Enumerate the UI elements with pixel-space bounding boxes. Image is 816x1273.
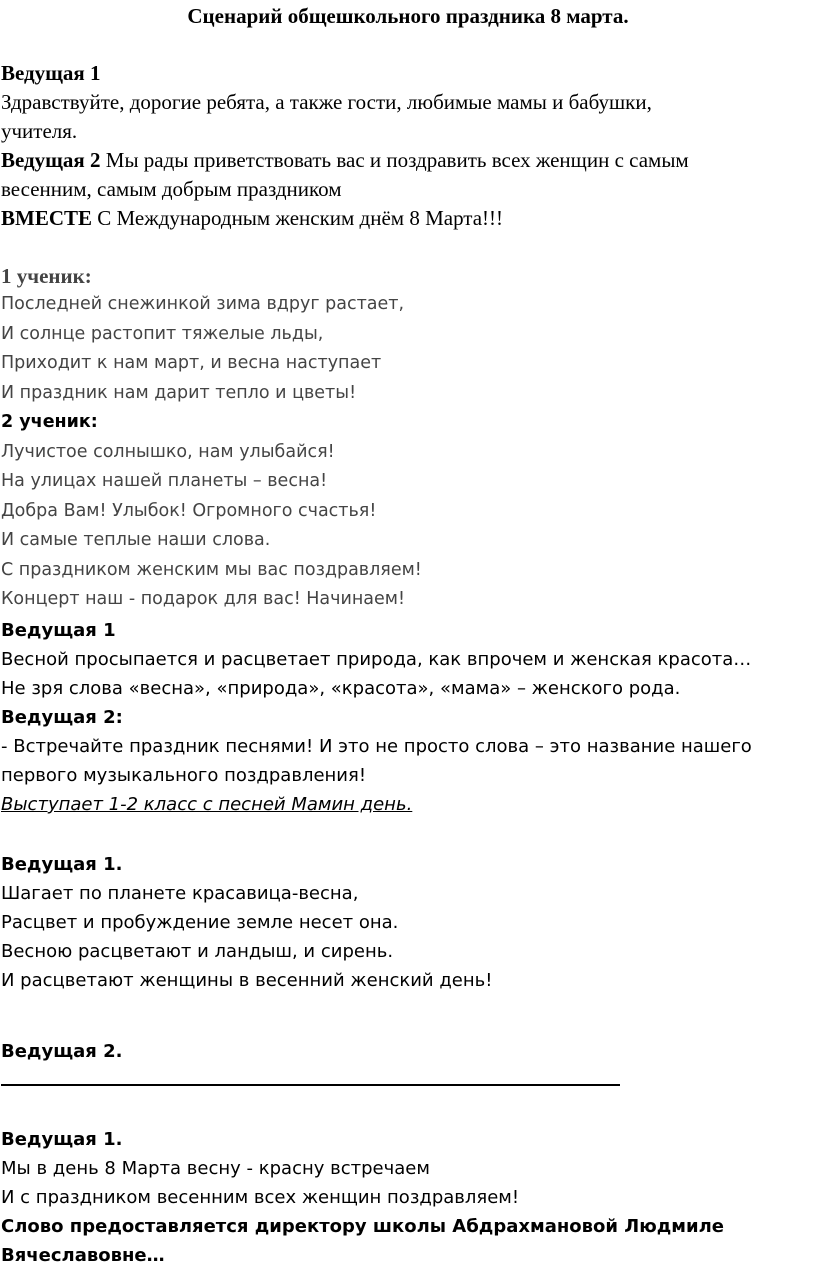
student-poems-block xyxy=(1,290,422,615)
host1-greeting-line: учителя. xyxy=(1,119,78,143)
host1-spring-block xyxy=(1,850,492,995)
host1-label: Ведущая 1 xyxy=(1,620,116,641)
host2-label: Ведущая 2: xyxy=(1,707,123,728)
poem-line: Добра Вам! Улыбок! Огромного счастья! xyxy=(1,500,377,521)
student1-label: 1 ученик: xyxy=(1,264,92,288)
student2-label: 2 ученик: xyxy=(1,412,98,432)
host-line: И с праздником весенним всех женщин поздравляем! xyxy=(1,1187,520,1208)
together-text: С Международным женским днём 8 Марта!!! xyxy=(92,206,504,230)
host-line: И расцветают женщины в весенний женский день! xyxy=(1,970,493,991)
host-line: - Встречайте праздник песнями! И это не просто слова – это название нашего xyxy=(1,736,752,757)
poem-line: Лучистое солнышко, нам улыбайся! xyxy=(1,441,335,462)
host-line: Шагает по планете красавица-весна, xyxy=(1,883,359,904)
host1-greeting-line: Здравствуйте, дорогие ребята, а также гости, любимые мамы и бабушки, xyxy=(1,90,652,114)
host1-label: Ведущая 1. xyxy=(1,1129,123,1150)
host1-label: Ведущая 1 xyxy=(1,61,101,85)
host2-label: Ведущая 2. xyxy=(1,1041,123,1062)
page-title: Сценарий общешкольного праздника 8 марта. xyxy=(187,4,629,28)
poem-line: И солнце растопит тяжелые льды, xyxy=(1,323,324,344)
poem-line: На улицах нашей планеты – весна! xyxy=(1,471,328,491)
performance-note: Выступает 1-2 класс с песней Мамин день. xyxy=(1,794,413,815)
poem-line: Концерт наш - подарок для вас! Начинаем! xyxy=(1,589,406,609)
blank-line-rule xyxy=(1,1084,620,1086)
host-segments-block xyxy=(1,616,752,819)
host1-closing-block xyxy=(1,1125,724,1270)
poem-line: Приходит к нам март, и весна наступает xyxy=(1,353,382,373)
poem-line: С праздником женским мы вас поздравляем! xyxy=(1,559,422,580)
poem-line: И праздник нам дарит тепло и цветы! xyxy=(1,382,357,403)
closing-announcement: Слово предоставляется директору школы Абдрахмановой Людмиле xyxy=(1,1216,724,1237)
host-line: Не зря слова «весна», «природа», «красота», «мама» – женского рода. xyxy=(1,678,681,699)
host-line: Мы в день 8 Марта весну - красну встречаем xyxy=(1,1158,430,1179)
host-line: Весной просыпается и расцветает природа, как впрочем и женская красота… xyxy=(1,649,752,670)
poem-line: И самые теплые наши слова. xyxy=(1,530,271,550)
host1-label: Ведущая 1. xyxy=(1,854,123,875)
intro-block xyxy=(1,59,689,233)
closing-announcement: Вячеславовне… xyxy=(1,1245,165,1266)
together-label: ВМЕСТЕ xyxy=(1,206,93,230)
host2-label: Ведущая 2 xyxy=(1,148,101,172)
host-line: Расцвет и пробуждение земле несет она. xyxy=(1,912,399,933)
host-line: первого музыкального поздравления! xyxy=(1,765,367,786)
poem-line: Последней снежинкой зима вдруг растает, xyxy=(1,294,405,314)
host2-greeting-text: Мы рады приветствовать вас и поздравить всех женщин с самым xyxy=(100,148,689,172)
host2-greeting-line: весенним, самым добрым праздником xyxy=(1,177,342,201)
host-line: Весною расцветают и ландыш, и сирень. xyxy=(1,941,394,962)
